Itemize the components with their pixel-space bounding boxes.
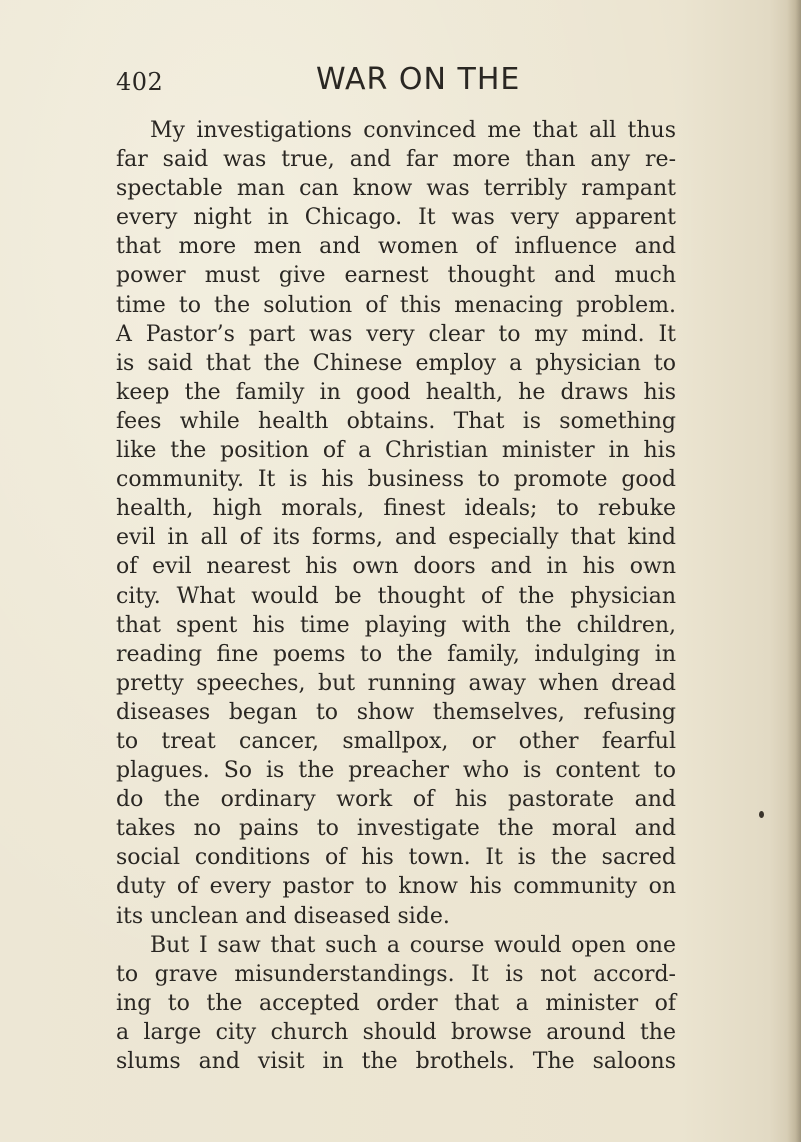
text-line: ing to the accepted order that a minister of <box>116 990 676 1016</box>
text-line: like the position of a Christian minister in his <box>116 438 676 464</box>
page-gutter-shadow <box>787 0 801 1142</box>
text-line: But I saw that such a course would open one <box>150 932 676 958</box>
text-line: far said was true, and far more than any re- <box>116 147 676 173</box>
text-line: spectable man can know was terribly rampant <box>116 176 676 202</box>
text-line: keep the family in good health, he draws his <box>116 379 676 405</box>
text-line: fees while health obtains. That is something <box>116 408 676 434</box>
text-line: My investigations convinced me that all thus <box>150 118 676 143</box>
text-line: city. What would be thought of the physician <box>116 583 676 609</box>
text-line: health, high morals, finest ideals; to rebuke <box>116 496 676 522</box>
text-line: A Pastor’s part was very clear to my mind. It <box>116 321 676 347</box>
text-line: every night in Chicago. It was very apparent <box>116 205 676 231</box>
text-line: to treat cancer, smallpox, or other fearful <box>116 728 676 754</box>
body-text <box>116 116 676 1076</box>
text-line: social conditions of his town. It is the sacred <box>116 845 676 871</box>
text-line: time to the solution of this menacing problem. <box>116 292 676 318</box>
text-line-paragraph-end: its unclean and diseased side. <box>116 903 450 929</box>
text-line: of evil nearest his own doors and in his own <box>116 554 676 580</box>
text-line: evil in all of its forms, and especially that kind <box>116 525 676 551</box>
running-head: WAR ON THE <box>316 62 521 97</box>
text-line: is said that the Chinese employ a physician to <box>116 350 676 376</box>
text-line: slums and visit in the brothels. The saloons <box>116 1049 676 1074</box>
text-line: reading fine poems to the family, indulging in <box>116 641 676 667</box>
text-line: that spent his time playing with the children, <box>116 612 676 638</box>
text-line: diseases began to show themselves, refusing <box>116 699 676 725</box>
text-line: to grave misunderstandings. It is not accord- <box>116 961 676 987</box>
text-line: plagues. So is the preacher who is content to <box>116 758 676 784</box>
text-line: community. It is his business to promote good <box>116 467 676 493</box>
text-line: duty of every pastor to know his community on <box>116 874 676 900</box>
text-line: do the ordinary work of his pastorate and <box>116 787 676 813</box>
text-line: power must give earnest thought and much <box>116 263 676 289</box>
text-line: takes no pains to investigate the moral and <box>116 816 676 842</box>
ink-speck <box>759 811 764 818</box>
text-line: that more men and women of influence and <box>116 234 676 260</box>
text-line: a large city church should browse around the <box>116 1019 676 1045</box>
text-line: pretty speeches, but running away when dread <box>116 670 676 696</box>
page-header <box>116 62 676 102</box>
page-number: 402 <box>116 68 164 96</box>
